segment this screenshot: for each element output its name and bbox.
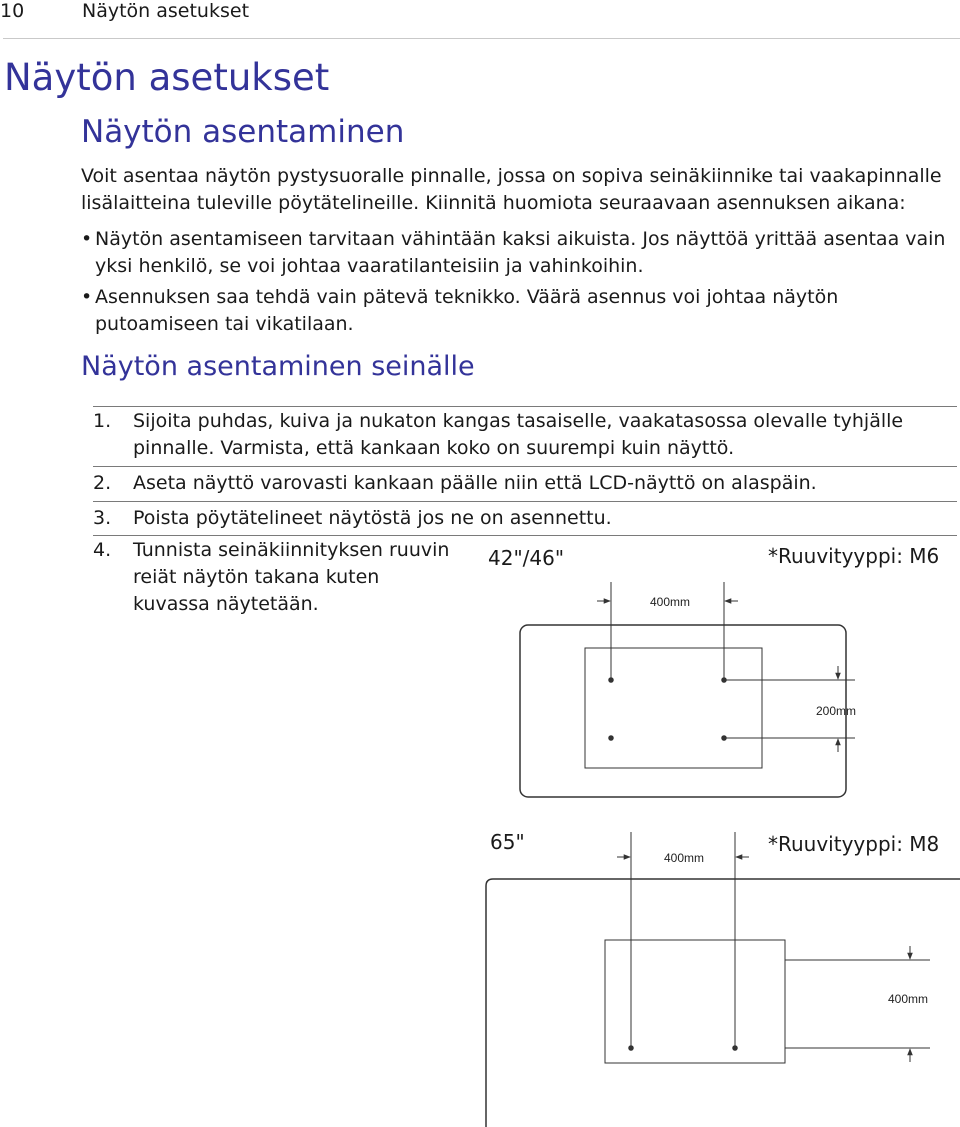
width-dimension-label: 400mm (664, 851, 705, 865)
section-heading-installation: Näytön asentaminen (81, 114, 405, 150)
mount-area-outline (605, 940, 785, 1063)
step-text: Sijoita puhdas, kuiva ja nukaton kangas tasaiselle, vaakatasossa olevalle tyhjälle pinnalle. Varmista, että kankaan koko on suurempi kuin näyttö. (133, 410, 904, 459)
step-text: Aseta näyttö varovasti kankaan päälle niin että LCD-näyttö on alaspäin. (133, 472, 817, 494)
diagram-screw-type-label: *Ruuvityyppi: M8 (768, 832, 940, 856)
mount-area-outline (585, 648, 762, 768)
width-dimension-label: 400mm (650, 595, 691, 609)
step-number: 2. (93, 472, 112, 494)
step-number: 3. (93, 507, 112, 529)
diagram-size-label: 65" (490, 830, 525, 854)
bullet-text: Näytön asentamiseen tarvitaan vähintään kaksi aikuista. Jos näyttöä yrittää asentaa vain yksi henkilö, se voi johtaa vaaratilanteisiin ja vahinkoihin. (95, 228, 946, 277)
height-dimension-label: 200mm (816, 704, 857, 718)
step-text: Tunnista seinäkiinnityksen ruuvin reiät näytön takana kuten kuvassa näytetään. (133, 539, 450, 615)
monitor-back-outline (520, 625, 846, 797)
diagram-65 (486, 832, 960, 1127)
diagram-size-label: 42"/46" (488, 546, 565, 570)
bullet-dot-icon: • (81, 286, 93, 308)
screw-hole-icon (609, 736, 613, 740)
section-heading-wall-mount: Näytön asentaminen seinälle (81, 351, 475, 382)
page-number: 10 (0, 0, 25, 22)
bullet-dot-icon: • (81, 228, 93, 250)
diagram-42-46 (520, 582, 855, 797)
step-number: 4. (93, 539, 112, 561)
bullet-text: Asennuksen saa tehdä vain pätevä teknikko. Väärä asennus voi johtaa näytön putoamiseen tai vikatilaan. (95, 286, 839, 335)
intro-paragraph: Voit asentaa näytön pystysuoralle pinnalle, jossa on sopiva seinäkiinnike tai vaakapinnalle lisälaitteina tuleville pöytätelineille. Kiinnitä huomiota seuraavaan asennuksen aikana: (81, 165, 942, 214)
running-header: Näytön asetukset (82, 0, 250, 22)
step-text: Poista pöytätelineet näytöstä jos ne on asennettu. (133, 507, 612, 529)
diagram-screw-type-label: *Ruuvityyppi: M6 (768, 544, 940, 568)
page-title: Näytön asetukset (4, 56, 330, 99)
step-number: 1. (93, 410, 112, 432)
height-dimension-label: 400mm (888, 992, 929, 1006)
